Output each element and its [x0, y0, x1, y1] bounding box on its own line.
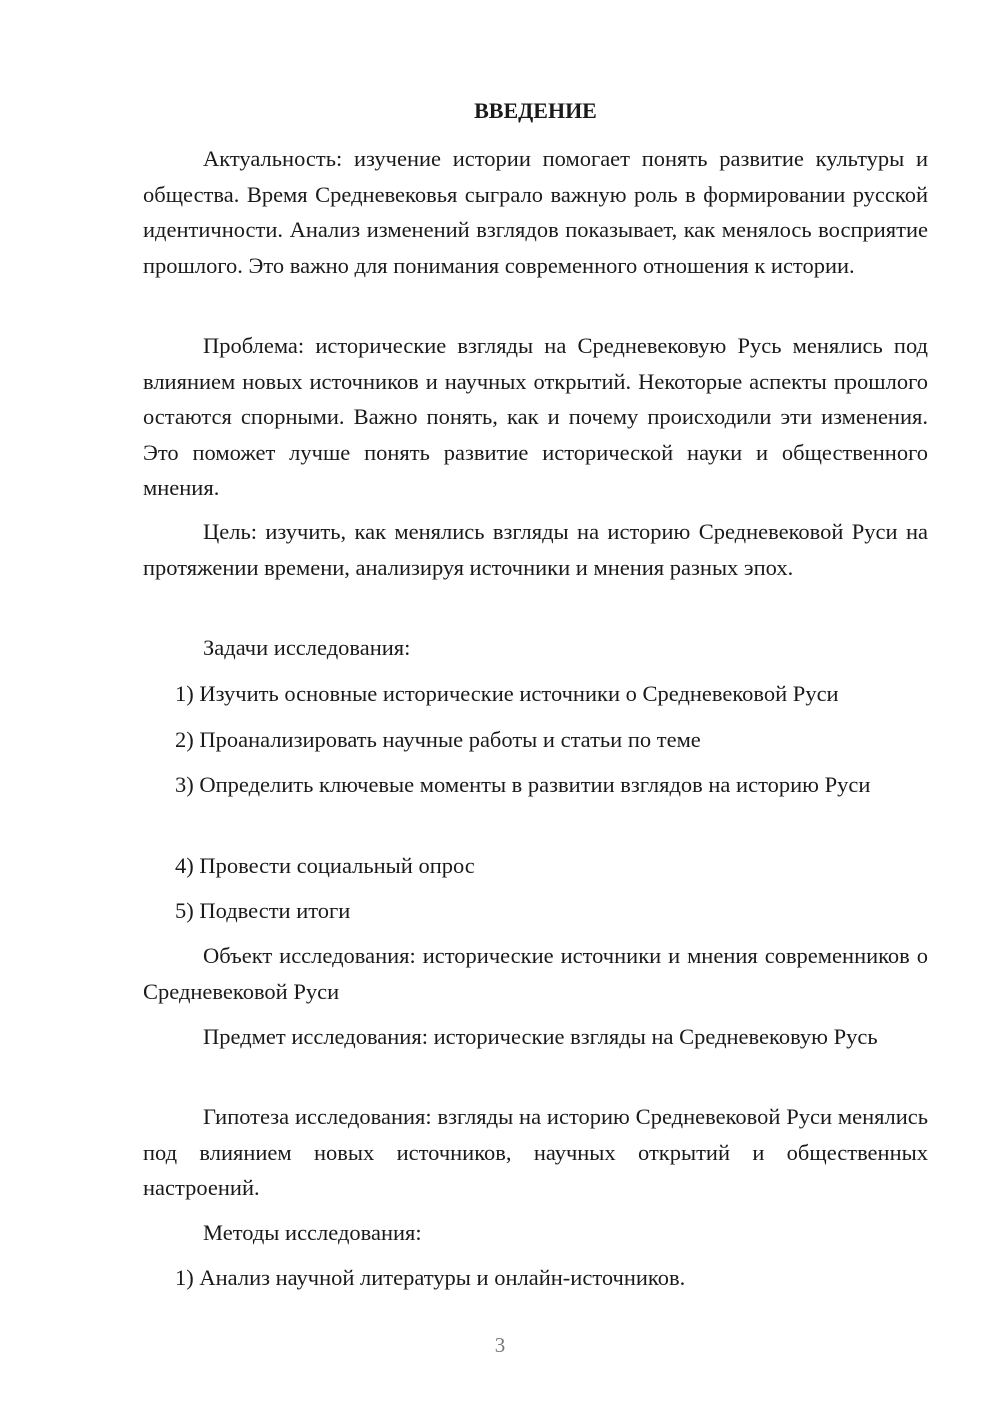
method-item: 1) Анализ научной литературы и онлайн-источников. [175, 1265, 686, 1290]
tasks-heading: Задачи исследования: [203, 635, 411, 660]
relevance-paragraph: Актуальность: изучение истории помогает понять развитие культуры и общества. Время Средневековья сыграло важную роль в формировании русской идентичности. Анализ изменений взглядов показывает, как менялось восприятие прошлого. Это важно для понимания современного отношения к истории. [143, 146, 928, 278]
problem-paragraph: Проблема: исторические взгляды на Средневековую Русь менялись под влиянием новых источников и научных открытий. Некоторые аспекты прошлого остаются спорными. Важно понять, как и почему происходили эти изменения. Это поможет лучше понять развитие исторической науки и общественного мнения. [143, 333, 928, 500]
task-item: 4) Провести социальный опрос [175, 853, 475, 878]
task-item: 1) Изучить основные исторические источники о Средневековой Руси [175, 681, 839, 706]
hypothesis-paragraph: Гипотеза исследования: взгляды на историю Средневековой Руси менялись под влиянием новых источников, научных открытий и общественных настроений. [143, 1104, 928, 1200]
subject-paragraph: Предмет исследования: исторические взгляды на Средневековую Русь [203, 1024, 878, 1049]
methods-heading: Методы исследования: [203, 1220, 422, 1245]
task-item: 2) Проанализировать научные работы и статьи по теме [175, 727, 701, 752]
goal-paragraph: Цель: изучить, как менялись взгляды на историю Средневековой Руси на протяжении времени, анализируя источники и мнения разных эпох. [143, 519, 928, 580]
page-title: ВВЕДЕНИЕ [474, 98, 597, 123]
task-item: 5) Подвести итоги [175, 898, 351, 923]
object-paragraph: Объект исследования: исторические источники и мнения современников о Средневековой Руси [143, 943, 928, 1004]
task-item: 3) Определить ключевые моменты в развитии взглядов на историю Руси [175, 772, 871, 797]
page-number: 3 [494, 1333, 506, 1357]
